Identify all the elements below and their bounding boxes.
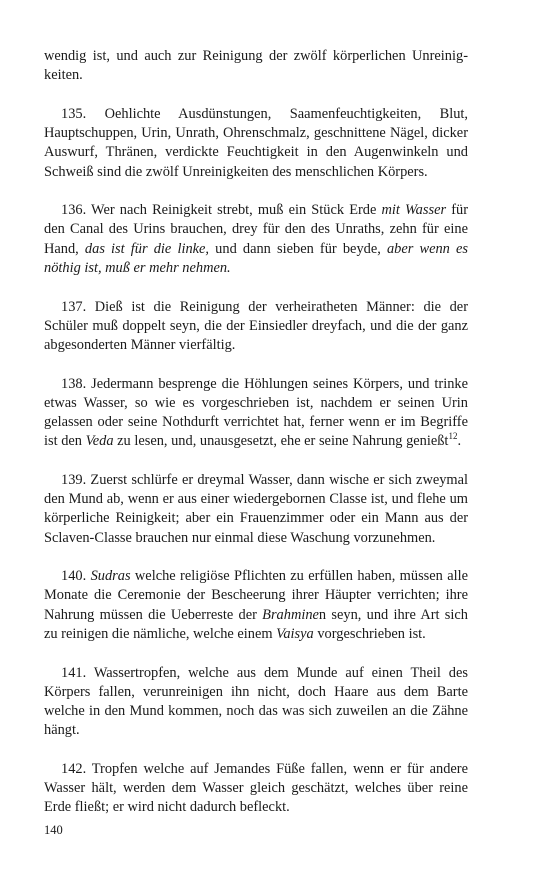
text-run: 135. Oehlichte Ausdünstungen, Saamenfeuchtigkeiten, Blut, Hauptschuppen, Urin, Unrath, Ohrenschmalz, geschnittene Nägel, dicker Auswurf, Thränen, verdickte Feuchtigkeit in den Augenwinkeln und Schweiß sind die zwölf Unreinigkeiten des menschlichen Körpers. bbox=[44, 105, 468, 180]
italic-text: Vaisya bbox=[276, 625, 314, 642]
text-run: vorgeschrieben ist. bbox=[313, 625, 426, 642]
text-run: 140. bbox=[61, 568, 91, 585]
italic-text: Sudras bbox=[90, 568, 131, 585]
paragraph-142 bbox=[44, 760, 468, 818]
paragraph-137 bbox=[44, 298, 468, 356]
text-run: . bbox=[457, 433, 462, 450]
paragraph-136 bbox=[44, 201, 468, 278]
italic-text: aber wenn es nöthig ist, muß er mehr nehmen. bbox=[44, 240, 468, 276]
text-run: und dann sieben für beyde, bbox=[209, 240, 387, 257]
page-number: 140 bbox=[44, 823, 63, 837]
italic-text: Veda bbox=[85, 433, 114, 450]
text-run: zu lesen, und, unausgesetzt, ehe er seine Nahrung genießt bbox=[113, 433, 449, 450]
text-run: 137. Dieß ist die Reinigung der verheiratheten Männer: die der Schüler muß doppelt seyn, die der Einsiedler dreyfach, und die der ganz abgesonderten Männer vierfältig. bbox=[44, 298, 468, 353]
paragraph-140 bbox=[44, 567, 468, 644]
paragraph-139 bbox=[44, 471, 468, 548]
paragraph-continuation bbox=[44, 47, 468, 85]
text-run: welche religiöse Pflichten zu erfüllen haben, müssen alle Monate die Ceremonie der Bescheerung ihrer Häupter verrichten; ihre Nahrung müssen die Ueberreste der bbox=[44, 568, 468, 623]
text-run: 138. Jedermann besprenge die Höhlungen seines Körpers, und trinke etwas Wasser, so wie es vorgeschrieben ist, nachdem er seinen Urin gelassen oder seine Nothdurft verrichtet hat, ferner wenn er im Begriffe ist den bbox=[44, 375, 468, 450]
italic-text: Brahmine bbox=[262, 606, 319, 623]
footnote-marker: 12 bbox=[448, 431, 458, 442]
paragraph-135 bbox=[44, 105, 468, 182]
text-run: 142. Tropfen welche auf Jemandes Füße fallen, wenn er für andere Wasser hält, werden dem Wasser gleich geschätzt, welches über reine Erde fließt; er wird nicht dadurch befleckt. bbox=[44, 760, 468, 816]
paragraph-141 bbox=[44, 664, 468, 741]
text-run: n seyn, und ihre Art sich zu reinigen die nämliche, welche einem bbox=[44, 606, 468, 642]
text-run: 136. Wer nach Reinigkeit strebt, muß ein Stück Erde bbox=[61, 202, 382, 219]
text-run: 141. Wassertropfen, welche aus dem Munde auf einen Theil des Körpers fallen, verunreinigen ihn nicht, doch Haare aus dem Barte welche in den Mund kommen, noch das was sich zuweilen an die Zähne hängt. bbox=[44, 664, 468, 739]
text-run: 139. Zuerst schlürfe er dreymal Wasser, dann wische er sich zweymal den Mund ab, wenn er aus einer wiedergebornen Classe ist, und flehe um körperliche Reinigkeit; aber ein Frauenzimmer oder ein Mann aus der Sclaven-Classe brauchen nur einmal diese Waschung vorzunehmen. bbox=[44, 471, 468, 546]
page-body-text bbox=[44, 47, 468, 837]
text-run: wendig ist, und auch zur Reinigung der zwölf körperlichen Unreinigkeiten. bbox=[44, 48, 468, 84]
italic-text: mit Wasser bbox=[381, 202, 447, 219]
text-run: für den Canal des Urins brauchen, drey für den des Unraths, zehn für eine Hand, bbox=[44, 202, 468, 257]
paragraph-138 bbox=[44, 375, 468, 452]
italic-text: das ist für die linke, bbox=[84, 240, 210, 257]
